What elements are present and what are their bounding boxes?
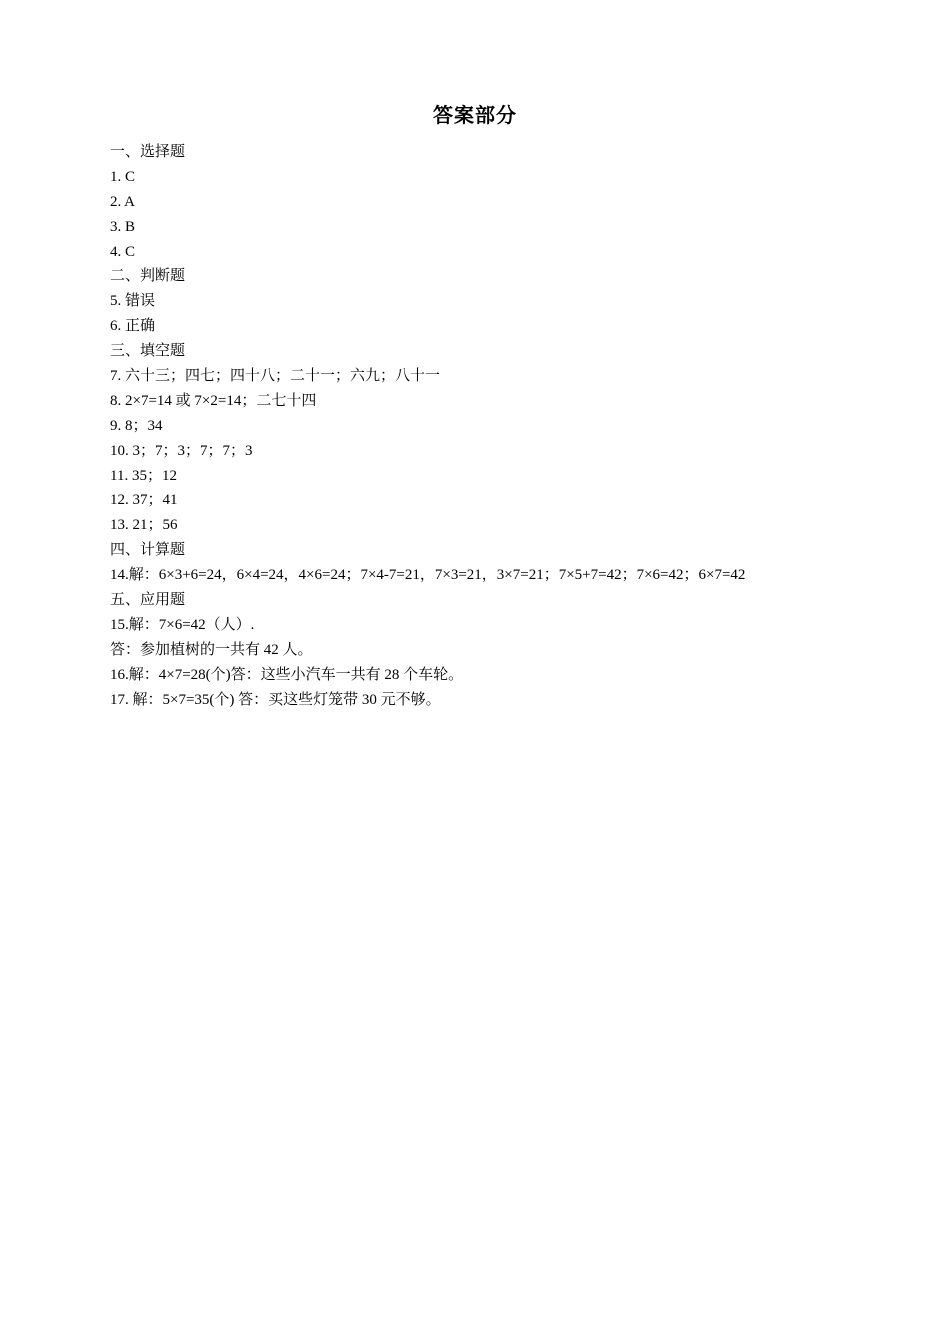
answer-list — [110, 140, 910, 712]
answer-15: 15.解：7×6=42（人）. — [110, 616, 255, 633]
section-heading-application: 五、应用题 — [110, 592, 186, 609]
answer-6: 6. 正确 — [110, 318, 156, 335]
answer-8: 8. 2×7=14 或 7×2=14；二七十四 — [110, 392, 317, 409]
answer-11: 11. 35；12 — [110, 467, 177, 484]
section-heading-judgement: 二、判断题 — [110, 268, 186, 285]
answer-17: 17. 解：5×7=35(个) 答：买这些灯笼带 30 元不够。 — [110, 691, 441, 708]
answer-12: 12. 37；41 — [110, 492, 178, 509]
page-title: 答案部分 — [433, 103, 517, 127]
section-heading-choice: 一、选择题 — [110, 144, 186, 160]
answer-15-reply: 答：参加植树的一共有 42 人。 — [110, 641, 313, 658]
answer-7: 7. 六十三；四七；四十八；二十一；六九；八十一 — [110, 368, 441, 385]
answer-4: 4. C — [110, 243, 136, 260]
answer-2: 2. A — [110, 193, 136, 210]
answer-16: 16.解：4×7=28(个)答：这些小汽车一共有 28 个车轮。 — [110, 666, 464, 683]
section-heading-fill-in: 三、填空题 — [110, 343, 186, 360]
answer-10: 10. 3；7；3；7；7；3 — [110, 442, 253, 459]
answer-1: 1. C — [110, 168, 136, 185]
answer-13: 13. 21；56 — [110, 517, 178, 534]
answer-5: 5. 错误 — [110, 293, 156, 310]
answer-3: 3. B — [110, 218, 136, 235]
answer-14: 14.解：6×3+6=24，6×4=24，4×6=24；7×4-7=21，7×3=21，3×7=21；7×5+7=42；7×6=42；6×7=42 — [110, 567, 746, 584]
answer-9: 9. 8；34 — [110, 417, 163, 434]
section-heading-calculation: 四、计算题 — [110, 542, 186, 559]
